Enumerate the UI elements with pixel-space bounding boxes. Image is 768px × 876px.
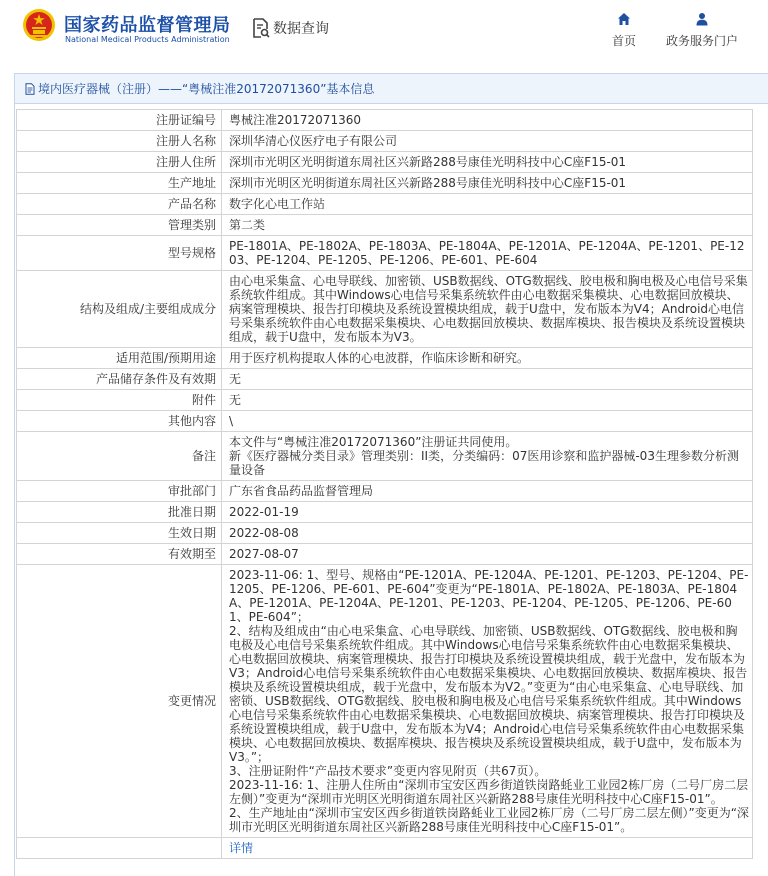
row-value: 深圳华清心仪医疗电子有限公司: [222, 131, 753, 152]
row-label: 注册证编号: [17, 110, 222, 131]
site-header: [0, 0, 768, 60]
table-row: [17, 194, 753, 215]
row-value: 由心电采集盒、心电导联线、加密锁、USB数据线、OTG数据线、胶电极和胸电极及心电信号采集系统软件组成。其中Windows心电信号采集系统软件由心电数据采集模块、心电数据回放模块、病案管理模块、报告打印模块及系统设置模块组成，载于U盘中，发布版本为V4；Android心电信号采集系统软件由心电数据采集模块、心电数据回放模块、数据库模块、报告模块及系统设置模块组成，载于U盘中，发布版本为V3。: [222, 271, 753, 348]
row-value: 2023-11-06: 1、型号、规格由“PE-1201A、PE-1204A、PE-1201、PE-1203、PE-1204、PE-1205、PE-1206、PE-601、PE-604”变更为“PE-1801A、PE-1802A、PE-1803A、PE-1804A、PE-1201A、PE-1204A、PE-1201、PE-1203、PE-1204、PE-1205、PE-1206、PE-601、PE-604”； 2、结构及组成由“由心电采集盒、心电导联线、加密锁、USB数据线、OTG数据线、胶电极和胸电极及心电信号采集系统软件组成。其中Windows心电信号采集系统软件由心电数据采集模块、心电数据回放模块、病案管理模块、报告打印模块及系统设置模块组成，载于光盘中，发布版本为V3；Android心电信号采集系统软件由心电数据采集模块、心电数据回放模块、数据库模块、报告模块及系统设置模块组成，载于光盘中，发布版本为V2。”变更为“由心电采集盒、心电导联线、加密锁、USB数据线、OTG数据线、胶电极和胸电极及心电信号采集系统软件组成。其中Windows心电信号采集系统软件由心电数据采集模块、心电数据回放模块、病案管理模块、报告打印模块及系统设置模块组成，载于U盘中，发布版本为V4；Android心电信号采集系统软件由心电数据采集模块、心电数据回放模块、数据库模块、报告模块及系统设置模块组成，载于U盘中，发布版本为V3。”； 3、注册证附件“产品技术要求”变更内容见附页（共67页）。 2023-11-16: 1、注册人住所由“深圳市宝安区西乡街道铁岗路蚝业工业园2栋厂房（二号厂房二层左侧）”变更为“深圳市光明区光明街道东周社区兴新路288号康佳光明科技中心C座F15-01”。 2、生产地址由“深圳市宝安区西乡街道铁岗路蚝业工业园2栋厂房（二号厂房二层左侧）”变更为“深圳市光明区光明街道东周社区兴新路288号康佳光明科技中心C座F15-01”。: [222, 565, 753, 838]
row-label: 附件: [17, 390, 222, 411]
data-query-link[interactable]: [252, 17, 329, 39]
breadcrumb-title: 境内医疗器械（注册）——“粤械注准20172071360”基本信息: [38, 82, 375, 96]
row-label: 生效日期: [17, 523, 222, 544]
table-row: [17, 411, 753, 432]
row-value: 用于医疗机构提取人体的心电波群，作临床诊断和研究。: [222, 348, 753, 369]
row-label: 注册人住所: [17, 152, 222, 173]
table-row: [17, 173, 753, 194]
detail-table: [16, 109, 753, 859]
row-label: 其他内容: [17, 411, 222, 432]
row-value: 2022-01-19: [222, 502, 753, 523]
table-row: [17, 390, 753, 411]
national-emblem-icon[interactable]: [22, 8, 56, 42]
nav-home-label: 首页: [612, 34, 637, 48]
row-value: 广东省食品药品监督管理局: [222, 481, 753, 502]
table-row: [17, 131, 753, 152]
site-name-cn[interactable]: 国家药品监督管理局: [64, 15, 231, 36]
row-value: 深圳市光明区光明街道东周社区兴新路288号康佳光明科技中心C座F15-01: [222, 173, 753, 194]
nav-home[interactable]: [612, 12, 636, 49]
table-row: [17, 369, 753, 390]
table-row: [17, 432, 753, 481]
row-label: 结构及组成/主要组成成分: [17, 271, 222, 348]
table-row: [17, 481, 753, 502]
row-label: 型号规格: [17, 236, 222, 271]
row-label: 有效期至: [17, 544, 222, 565]
nav-gov-label: 政务服务门户: [666, 34, 739, 48]
nav-gov-service[interactable]: [666, 12, 738, 49]
row-label: 变更情况: [17, 565, 222, 838]
table-row: [17, 502, 753, 523]
row-value: 深圳市光明区光明街道东周社区兴新路288号康佳光明科技中心C座F15-01: [222, 152, 753, 173]
row-label: 审批部门: [17, 481, 222, 502]
row-value-link: [222, 838, 753, 859]
table-row: [17, 236, 753, 271]
table-row: [17, 565, 753, 838]
details-link[interactable]: 详情: [229, 841, 254, 855]
row-label: 生产地址: [17, 173, 222, 194]
table-row: [17, 152, 753, 173]
document-search-icon: [252, 18, 270, 38]
row-value: 2027-08-07: [222, 544, 753, 565]
row-label: 适用范围/预期用途: [17, 348, 222, 369]
row-label: 产品名称: [17, 194, 222, 215]
table-row: [17, 838, 753, 859]
row-label: 备注: [17, 432, 222, 481]
table-row: [17, 215, 753, 236]
data-query-label: 数据查询: [273, 21, 329, 37]
user-icon: [695, 12, 709, 26]
table-row: [17, 271, 753, 348]
row-label: 注册人名称: [17, 131, 222, 152]
table-row: [17, 348, 753, 369]
table-row: [17, 544, 753, 565]
row-label: 产品储存条件及有效期: [17, 369, 222, 390]
row-label: [17, 838, 222, 859]
row-value: \: [222, 411, 753, 432]
detail-table-wrapper: [16, 109, 753, 876]
row-value: 本文件与“粤械注准20172071360”注册证共同使用。 新《医疗器械分类目录》管理类别：II类，分类编码：07医用诊察和监护器械-03生理参数分析测量设备: [222, 432, 753, 481]
row-value: 数字化心电工作站: [222, 194, 753, 215]
breadcrumb: [15, 74, 768, 104]
document-icon: [24, 83, 36, 95]
table-row: [17, 523, 753, 544]
row-value: 粤械注准20172071360: [222, 110, 753, 131]
row-value: 2022-08-08: [222, 523, 753, 544]
row-value: PE-1801A、PE-1802A、PE-1803A、PE-1804A、PE-1201A、PE-1204A、PE-1201、PE-1203、PE-1204、PE-1205、PE-1206、PE-601、PE-604: [222, 236, 753, 271]
row-value: 无: [222, 369, 753, 390]
home-icon: [617, 12, 631, 26]
row-label: 批准日期: [17, 502, 222, 523]
row-value: 第二类: [222, 215, 753, 236]
row-value: 无: [222, 390, 753, 411]
table-row: [17, 110, 753, 131]
site-name-en: National Medical Products Administration: [65, 35, 230, 44]
row-label: 管理类别: [17, 215, 222, 236]
